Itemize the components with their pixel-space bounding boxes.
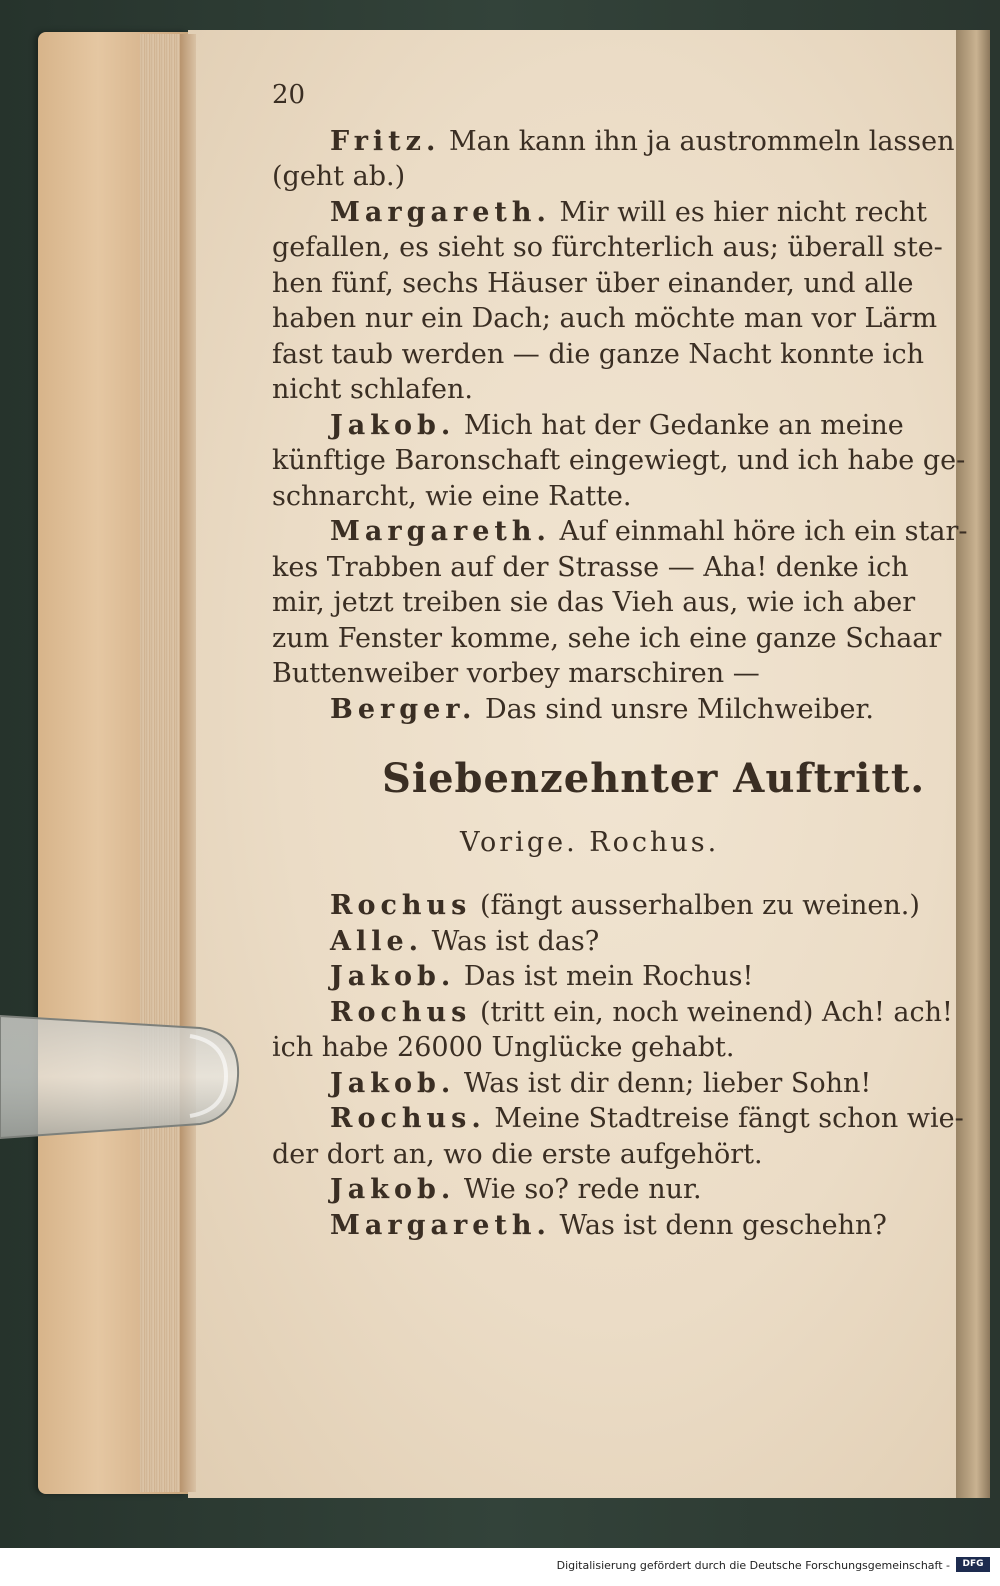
line-text: künftige Baronschaft eingewiegt, und ich habe ge- [272,445,966,476]
speaker-name: Margareth. [330,196,551,228]
page-gutter [180,34,196,1492]
text-line [272,656,922,692]
line-text: kes Trabben auf der Strasse — Aha! denke ich [272,551,909,583]
text-line [272,124,955,160]
text-line [272,924,922,960]
speaker-name: Jakob. [330,1067,456,1099]
speaker-name: Fritz. [330,125,441,157]
line-text: Was ist dir denn; lieber Sohn! [455,1067,872,1099]
next-page-edge [956,30,990,1498]
dfg-logo: DFG [956,1557,990,1572]
text-line [272,995,953,1031]
line-text: (tritt ein, noch weinend) Ach! ach! [471,996,953,1028]
line-text: (geht ab.) [272,161,406,192]
line-text: der dort an, wo die erste aufgehört. [272,1138,763,1170]
page-number: 20 [272,80,306,110]
text-line [272,1030,922,1066]
line-text: hen fünf, sechs Häuser über einander, und alle [272,267,914,299]
line-text: haben nur ein Dach; auch möchte man vor Lärm [272,303,938,334]
speaker-name: Alle. [330,925,424,957]
text-line [272,408,922,444]
line-text: Meine Stadtreise fängt schon wie- [485,1103,964,1134]
text-line [272,372,922,408]
speaker-name: Rochus. [330,1103,486,1134]
text-line [272,585,922,621]
scene-title: Siebenzehnter Auftritt. [382,755,926,802]
line-text: zum Fenster komme, sehe ich eine ganze Schaar [272,622,942,654]
dialogue-block-1 [272,124,968,728]
speaker-name: Berger. [330,693,477,725]
text-line [272,1208,922,1244]
text-line [272,479,922,515]
line-text: Das sind unsre Milchweiber. [476,693,874,725]
text-line [272,301,938,337]
text-line [272,888,922,924]
speaker-name: Jakob. [330,1174,456,1205]
line-text: (fängt ausserhalben zu weinen.) [471,890,920,921]
line-text: fast taub werden — die ganze Nacht konnte ich [272,338,925,370]
line-text: Mir will es hier nicht recht [550,196,927,228]
line-text: Das ist mein Rochus! [455,961,754,992]
text-line [272,514,968,550]
line-text: nicht schlafen. [272,374,474,405]
line-text: gefallen, es sieht so fürchterlich aus; überall ste- [272,232,943,263]
text-line [272,1137,922,1173]
text-line [272,1101,964,1137]
line-text: Was ist denn geschehn? [550,1209,887,1241]
text-line [272,443,966,479]
scene-persons: Vorige. Rochus. [460,826,720,858]
speaker-name: Rochus [330,890,472,921]
text-line [272,1066,922,1102]
text-line [272,159,922,195]
text-line [272,692,922,728]
text-line [272,337,925,373]
speaker-name: Jakob. [330,409,456,441]
page-text [272,78,968,1243]
line-text: schnarcht, wie eine Ratte. [272,480,632,512]
line-text: Buttenweiber vorbey marschiren — [272,658,760,689]
text-line [272,195,927,231]
speaker-name: Margareth. [330,516,551,547]
speaker-name: Rochus [330,996,472,1028]
text-line [272,230,943,266]
text-line [272,621,942,657]
speaker-name: Margareth. [330,1209,551,1241]
text-line [272,959,922,995]
dialogue-block-2 [272,888,964,1243]
line-text: Man kann ihn ja austrommeln lassen [440,125,955,157]
speaker-name: Jakob. [330,961,456,992]
line-text: Was ist das? [423,925,600,957]
line-text: mir, jetzt treiben sie das Vieh aus, wie ich aber [272,587,916,618]
line-text: ich habe 26000 Unglücke gehabt. [272,1032,735,1063]
digitization-footer [0,1548,1000,1586]
text-line [272,266,922,302]
funding-credit: Digitalisierung gefördert durch die Deutsche Forschungsgemeinschaft - [556,1559,950,1572]
line-text: Wie so? rede nur. [455,1174,702,1205]
text-line [272,550,922,586]
text-line [272,1172,922,1208]
line-text: Auf einmahl höre ich ein star- [550,516,968,547]
line-text: Mich hat der Gedanke an meine [455,409,904,441]
